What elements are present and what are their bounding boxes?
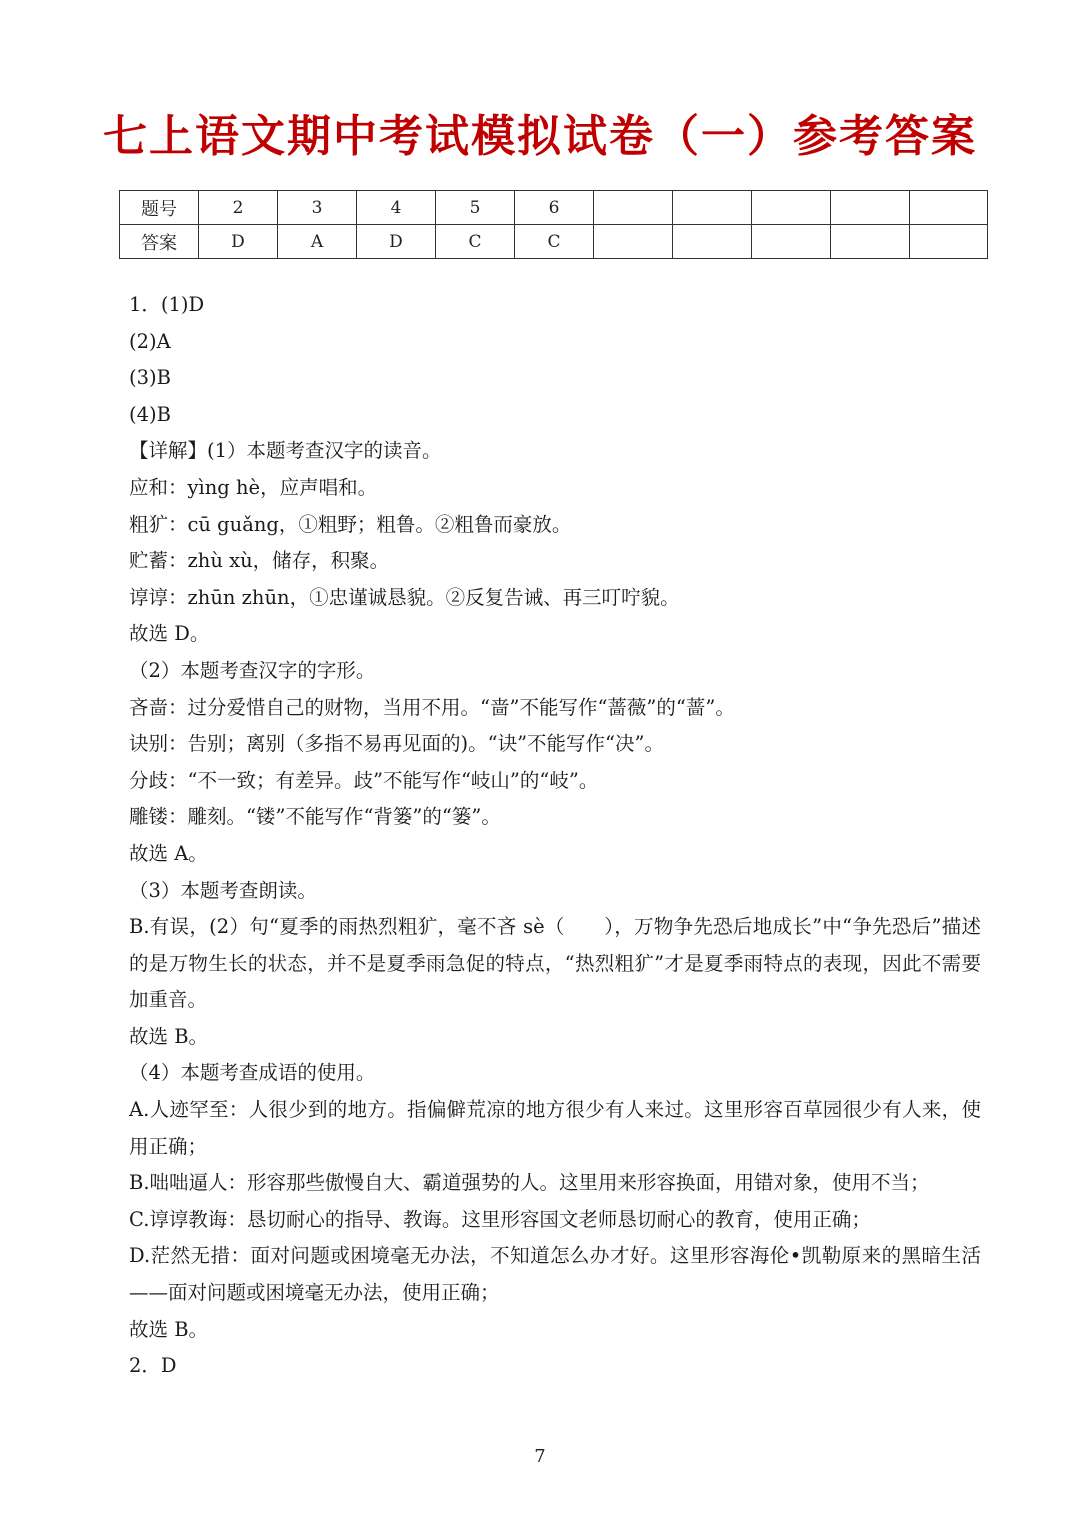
explanation-paragraph: C.谆谆教诲：恳切耐心的指导、教诲。这里形容国文老师恳切耐心的教育，使用正确； [129, 1207, 871, 1231]
question-number: 4 [357, 191, 436, 225]
explanation-line: 吝啬：过分爱惜自己的财物，当用不用。“啬”不能写作“蔷薇”的“蔷”。 [129, 695, 735, 719]
answer-cell [752, 225, 831, 259]
answer-cell [594, 225, 673, 259]
question-number [831, 191, 910, 225]
answer-row [120, 225, 988, 259]
answer-cell [910, 225, 988, 259]
question-number: 2 [199, 191, 278, 225]
explanation-paragraph: （4）本题考查成语的使用。 [129, 1061, 376, 1085]
answer-line: 2．D [129, 1354, 177, 1378]
answer-line: 1．(1)D [129, 293, 205, 316]
question-number: 6 [515, 191, 594, 225]
explanation-line: （3）本题考查朗读。 [129, 878, 317, 902]
question-number [752, 191, 831, 225]
explanation-line: 诀别：告别；离别（多指不易再见面的)。“诀”不能写作“决”。 [129, 732, 664, 756]
answer-cell: D [357, 225, 436, 259]
answer-cell: D [199, 225, 278, 259]
answer-cell: C [515, 225, 594, 259]
answer-line: (2)A [129, 329, 171, 353]
explanation-paragraph: B.有误，(2）句“夏季的雨热烈粗犷，毫不吝 sè（ ），万物争先恐后地成长”中“争先恐后”描述的是万物生长的状态，并不是夏季雨急促的特点，“热烈粗犷”才是夏季雨特点的表现，因此不需要加重音。 [129, 915, 981, 1012]
explanation-line: 应和：yìng hè，应声唱和。 [129, 475, 378, 499]
answer-table [119, 190, 988, 259]
explanation-line: 雕镂：雕刻。“镂”不能写作“背篓”的“篓”。 [129, 805, 501, 829]
answer-line: (4)B [129, 402, 171, 426]
page-title: 七上语文期中考试模拟试卷（一）参考答案 [103, 111, 977, 162]
explanation-paragraph: B.咄咄逼人：形容那些傲慢自大、霸道强势的人。这里用来形容换面，用错对象，使用不当； [129, 1171, 930, 1195]
row-header-number: 题号 [120, 191, 199, 225]
number-row [120, 191, 988, 225]
answer-cell [831, 225, 910, 259]
explanation-paragraph: A.人迹罕至：人很少到的地方。指偏僻荒凉的地方很少有人来过。这里形容百草园很少有人来，使用正确； [129, 1098, 981, 1158]
question-number [594, 191, 673, 225]
explanation-paragraph: 故选 B。 [129, 1317, 209, 1341]
explanation-line: 故选 A。 [129, 841, 208, 865]
explanation-line: 分歧：“不一致；有差异。歧”不能写作“岐山”的“岐”。 [129, 768, 599, 792]
answer-cell: A [278, 225, 357, 259]
question-number: 5 [436, 191, 515, 225]
row-header-answer: 答案 [120, 225, 199, 259]
answer-line: (3)B [129, 366, 171, 390]
explanation-line: （2）本题考查汉字的字形。 [129, 658, 376, 682]
page-number: 7 [534, 1446, 546, 1467]
answer-cell: C [436, 225, 515, 259]
question-number [673, 191, 752, 225]
explanation-line: 谆谆：zhūn zhūn，①忠谨诚恳貌。②反复告诫、再三叮咛貌。 [129, 585, 680, 609]
explanation-line: 故选 D。 [129, 622, 210, 646]
question-number: 3 [278, 191, 357, 225]
explanation-paragraph: D.茫然无措：面对问题或困境毫无办法，不知道怎么办才好。这里形容海伦•凯勒原来的黑暗生活——面对问题或困境毫无办法，使用正确； [129, 1244, 981, 1305]
explanation-paragraph: 故选 B。 [129, 1024, 209, 1048]
answer-cell [673, 225, 752, 259]
question-number [910, 191, 988, 225]
explanation-heading: 【详解】(1）本题考查汉字的读音。 [129, 439, 442, 463]
explanation-line: 贮蓄：zhù xù，储存，积聚。 [129, 549, 390, 573]
explanation-line: 粗犷：cū guǎng，①粗野；粗鲁。②粗鲁而豪放。 [129, 512, 572, 536]
answer-explanation [129, 287, 981, 1385]
